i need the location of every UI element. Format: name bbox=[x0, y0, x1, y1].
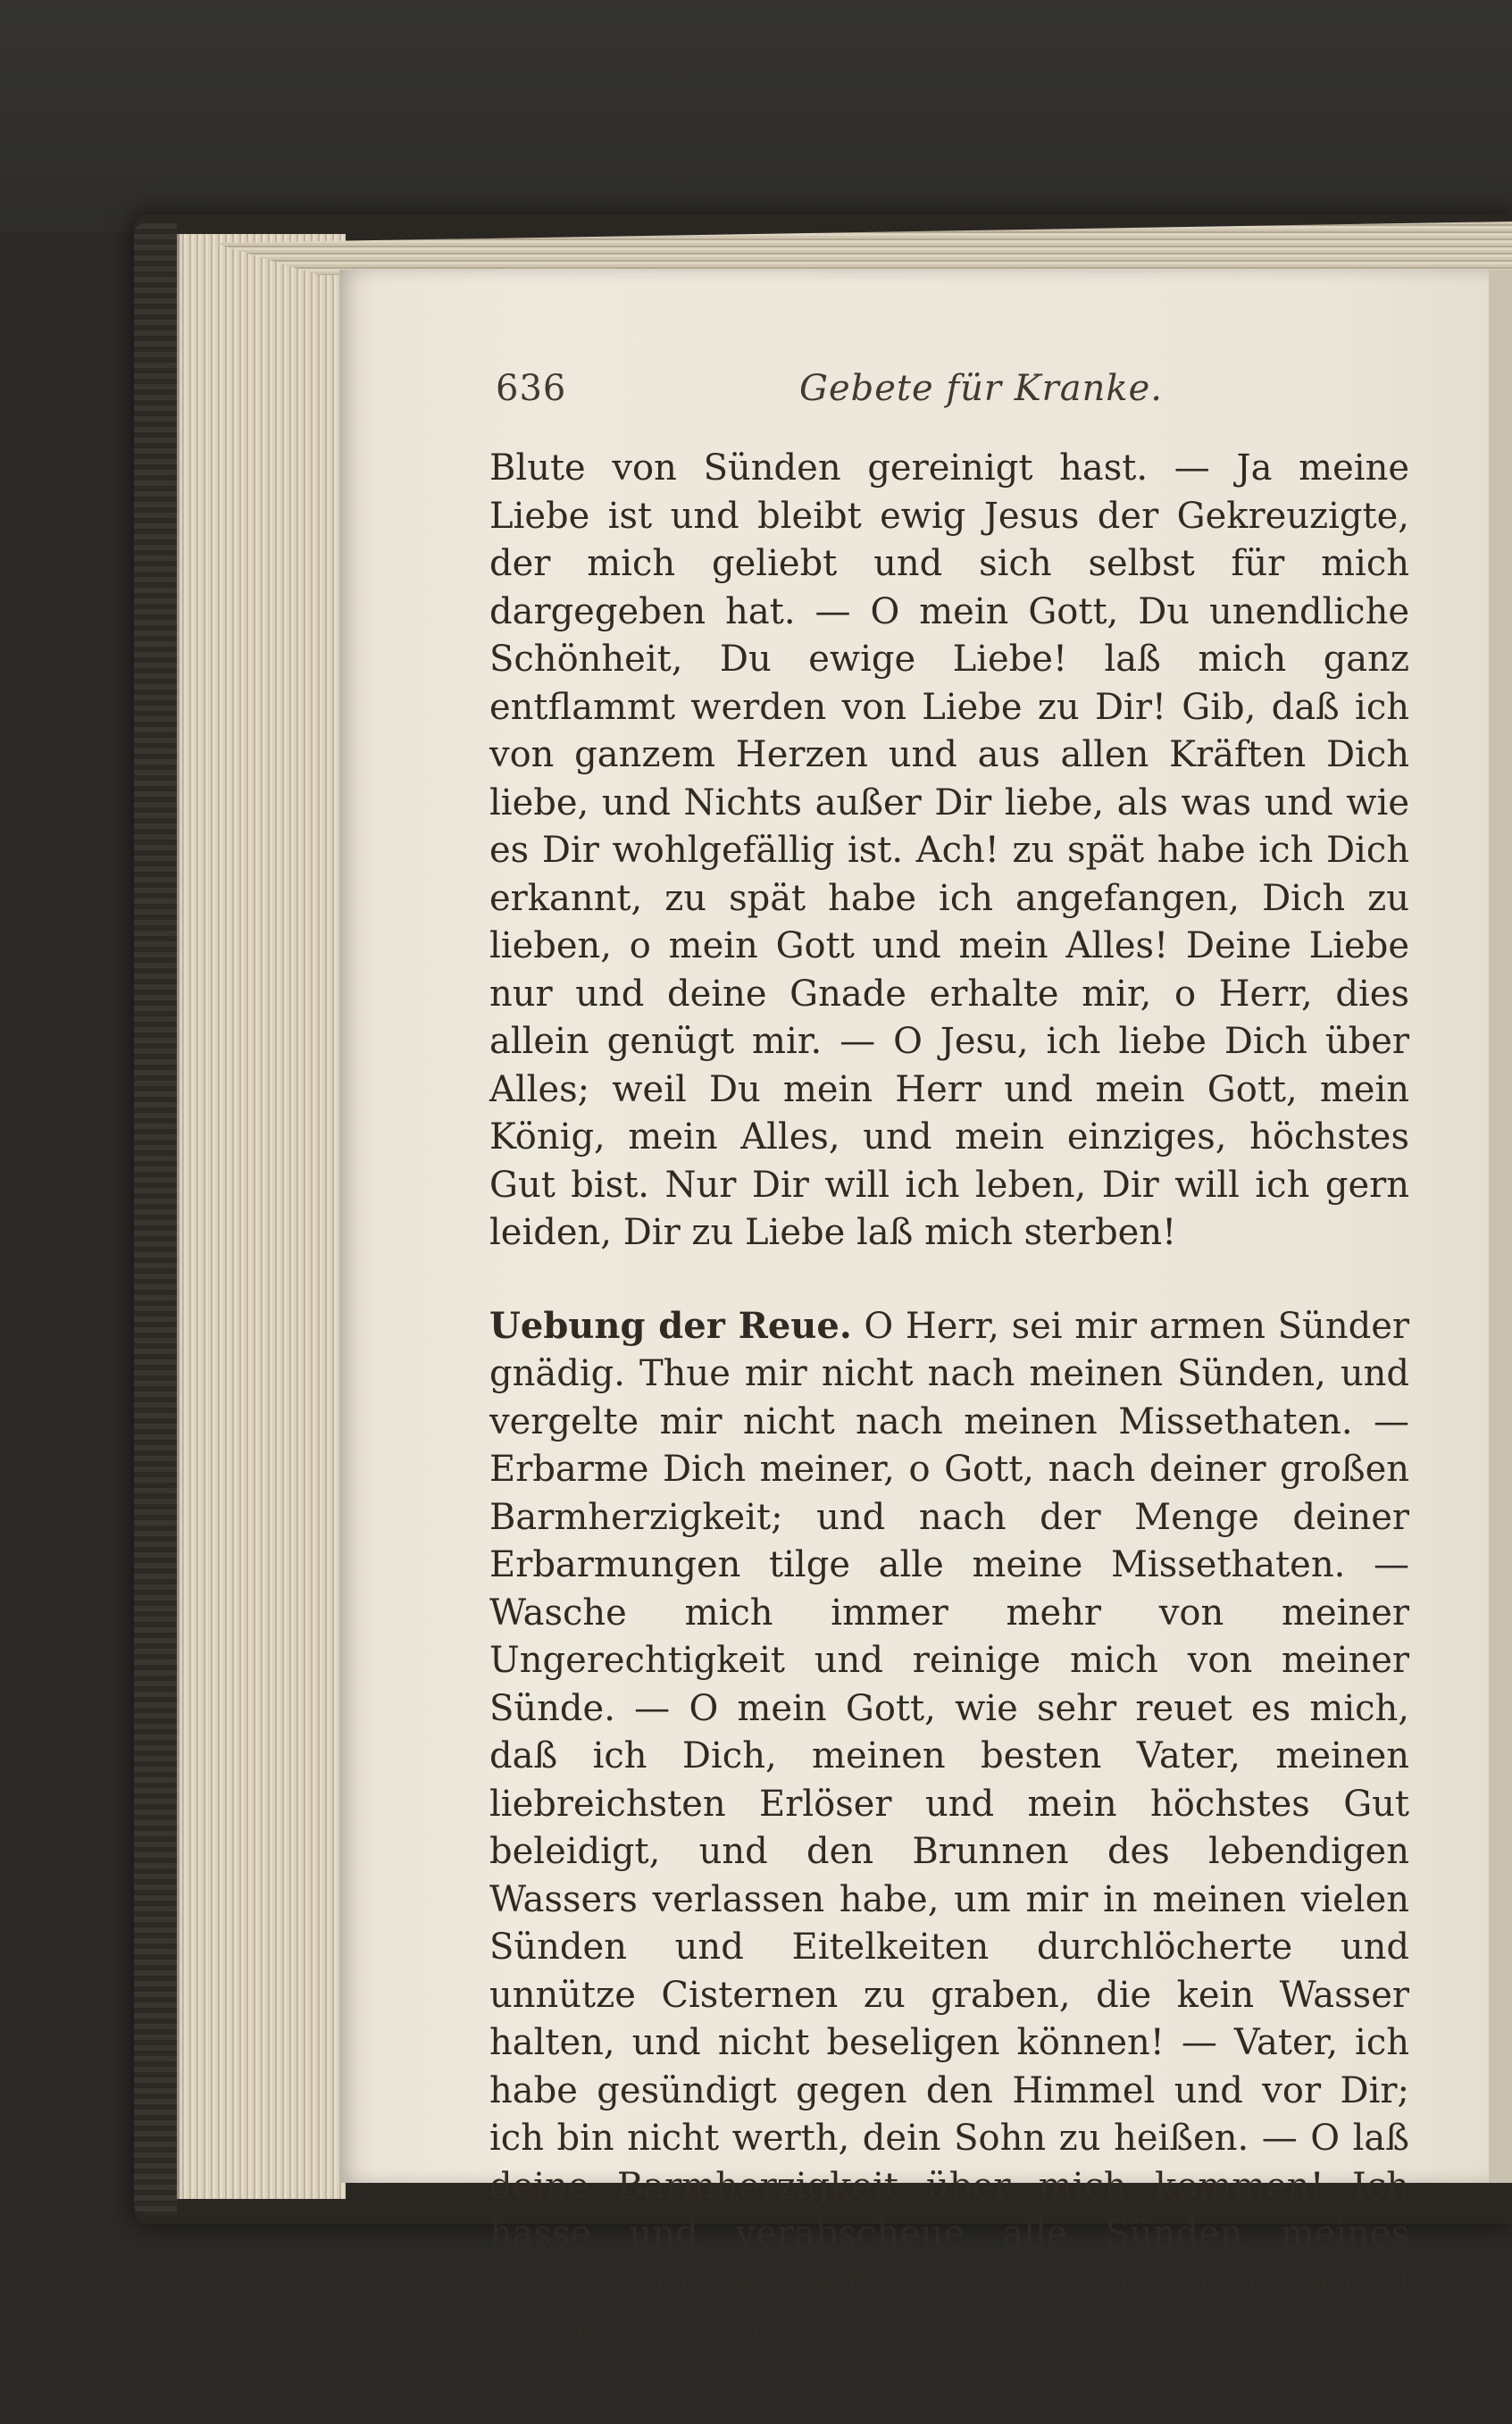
facing-page-edge bbox=[1489, 270, 1512, 2183]
section-text: O Herr, sei mir armen Sünder gnädig. Thue mir nicht nach meinen Sünden, und vergelte mir nicht nach meinen Missethaten. — Erbarme Dich meiner, o Gott, nach deiner großen Barmherzigkeit; und nach der Menge deiner Erbarmungen tilge alle meine Missethaten. — Wasche mich immer mehr von meiner Ungerechtigkeit und reinige mich von meiner Sünde. — O mein Gott, wie sehr reuet es mich, daß ich Dich, meinen besten Vater, meinen liebreichsten Erlöser und mein höchstes Gut beleidigt, und den Brunnen des lebendigen Wassers verlassen habe, um mir in meinen vielen Sünden und Eitelkeiten durchlöcherte und unnütze Cisternen zu graben, die kein Wasser halten, und nicht beseligen können! — Vater, ich habe gesündigt gegen den Himmel und vor Dir; ich bin nicht werth, dein Sohn zu heißen. — O laß deine Barmherzigkeit über mich kommen! Ich hasse und verabscheue alle Sünden meines Lebens, und will lieber Alles leiden, ja tausendmal sterben, als Dich, bbox=[489, 1305, 1409, 2350]
section-paragraph bbox=[489, 1302, 1409, 2354]
section-heading: Uebung der Reue. bbox=[489, 1304, 852, 1347]
page-number: 636 bbox=[496, 368, 567, 409]
paragraph-gap bbox=[489, 1258, 1409, 1302]
page-edges bbox=[177, 234, 346, 2199]
show-through-text bbox=[489, 1177, 1409, 1216]
running-title: Gebete für Kranke. bbox=[799, 368, 1164, 409]
paragraph: Blute von Sünden gereinigt hast. — Ja meine Liebe ist und bleibt ewig Jesus der Gekreuzigte, der mich geliebt und sich selbst für mich dargegeben hat. — O mein Gott, Du unendliche Schönheit, Du ewige Liebe! laß mich ganz entflammt werden von Liebe zu Dir! Gib, daß ich von ganzem Herzen und aus allen Kräften Dich liebe, und Nichts außer Dir liebe, als was und wie es Dir wohlgefällig ist. Ach! zu spät habe ich Dich erkannt, zu spät habe ich angefangen, Dich zu lieben, o mein Gott und mein Alles! Deine Liebe nur und deine Gnade erhalte mir, o Herr, dies allein genügt mir. — O Jesu, ich liebe Dich über Alles; weil Du mein Herr und mein Gott, mein König, mein Alles, und mein einziges, höchstes Gut bist. Nur Dir will ich leben, Dir will ich gern leiden, Dir zu Liebe laß mich sterben! bbox=[489, 447, 1409, 1253]
page-text bbox=[489, 445, 1409, 2354]
book-spine bbox=[134, 223, 177, 2215]
background bbox=[0, 0, 1512, 232]
page-header bbox=[496, 368, 1433, 430]
